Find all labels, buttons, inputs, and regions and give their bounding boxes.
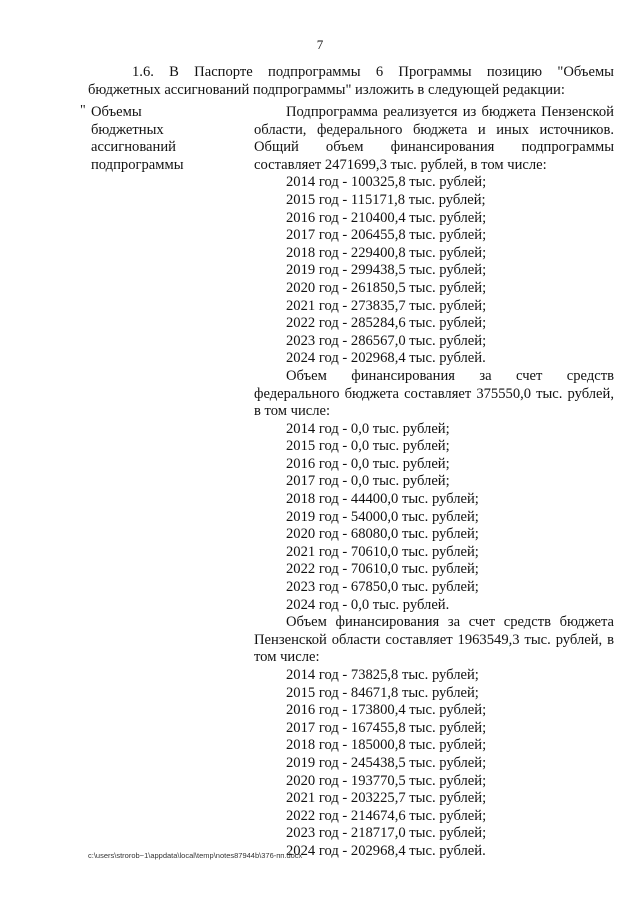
year-amount-item: 2014 год - 100325,8 тыс. рублей; [286, 174, 487, 191]
year-amount-item: 2022 год - 214674,6 тыс. рублей; [286, 807, 487, 824]
year-amount-item: 2018 год - 44400,0 тыс. рублей; [286, 491, 479, 508]
federal-financing-paragraph: Объем финансирования за счет средств федерального бюджета составляет 375550,0 тыс. рублей, в том числе: [254, 367, 614, 420]
year-amount-item: 2022 год - 70610,0 тыс. рублей; [286, 561, 479, 578]
year-amount-item: 2020 год - 261850,5 тыс. рублей; [286, 279, 487, 296]
year-amount-item: 2023 год - 286567,0 тыс. рублей; [286, 332, 487, 349]
federal-financing-years [254, 421, 614, 615]
year-amount-item: 2024 год - 202968,4 тыс. рублей. [286, 350, 486, 367]
year-amount-item: 2023 год - 67850,0 тыс. рублей; [286, 579, 479, 596]
year-amount-item: 2018 год - 229400,8 тыс. рублей; [286, 244, 487, 261]
year-amount-item: 2016 год - 173800,4 тыс. рублей; [286, 702, 487, 719]
year-amount-item: 2019 год - 299438,5 тыс. рублей; [286, 262, 487, 279]
year-amount-item: 2021 год - 203225,7 тыс. рублей; [286, 790, 487, 807]
year-amount-item: 2017 год - 206455,8 тыс. рублей; [286, 227, 487, 244]
position-label-line: ассигнований [91, 139, 176, 156]
financing-description [254, 104, 614, 861]
year-amount-item: 2015 год - 115171,8 тыс. рублей; [286, 191, 486, 208]
file-path-footer: c:\users\strorob~1\appdata\local\temp\notes87944b\376-пп.docx [88, 851, 303, 860]
year-amount-item: 2019 год - 245438,5 тыс. рублей; [286, 754, 487, 771]
position-label [91, 104, 231, 174]
year-amount-item: 2017 год - 0,0 тыс. рублей; [286, 473, 450, 490]
year-amount-item: 2014 год - 0,0 тыс. рублей; [286, 420, 450, 437]
position-label-line: Объемы [91, 104, 142, 120]
regional-financing-paragraph: Объем финансирования за счет средств бюджета Пензенской области составляет 1963549,3 тыс. рублей, в том числе: [254, 614, 614, 666]
total-financing-paragraph: Подпрограмма реализуется из бюджета Пензенской области, федерального бюджета и иных источников. Общий объем финансирования подпрограммы составляет 2471699,3 тыс. рублей, в том числе: [254, 104, 614, 173]
year-amount-item: 2014 год - 73825,8 тыс. рублей; [286, 667, 479, 683]
year-amount-item: 2023 год - 218717,0 тыс. рублей; [286, 825, 487, 842]
year-amount-item: 2017 год - 167455,8 тыс. рублей; [286, 719, 487, 736]
total-financing-years [254, 174, 614, 368]
year-amount-item: 2018 год - 185000,8 тыс. рублей; [286, 737, 487, 754]
year-amount-item: 2019 год - 54000,0 тыс. рублей; [286, 508, 479, 525]
year-amount-item: 2024 год - 202968,4 тыс. рублей. [286, 842, 486, 859]
position-label-line: подпрограммы [91, 156, 184, 173]
year-amount-item: 2020 год - 68080,0 тыс. рублей; [286, 526, 479, 543]
page-number: 7 [316, 37, 324, 52]
amendment-intro-line-1: 1.6. В Паспорте подпрограммы 6 Программы позицию "Объемы [132, 64, 614, 80]
opening-quote-mark: " [80, 103, 86, 118]
year-amount-item: 2021 год - 70610,0 тыс. рублей; [286, 543, 479, 560]
year-amount-item: 2022 год - 285284,6 тыс. рублей; [286, 315, 487, 332]
year-amount-item: 2015 год - 0,0 тыс. рублей; [286, 438, 450, 455]
position-label-line: бюджетных [91, 121, 164, 138]
amendment-intro-line-2: бюджетных ассигнований подпрограммы" изложить в следующей редакции: [88, 81, 565, 98]
regional-financing-years [254, 667, 614, 861]
year-amount-item: 2024 год - 0,0 тыс. рублей. [286, 596, 450, 613]
year-amount-item: 2015 год - 84671,8 тыс. рублей; [286, 684, 479, 701]
year-amount-item: 2016 год - 210400,4 тыс. рублей; [286, 209, 487, 226]
amendment-intro [88, 64, 614, 99]
year-amount-item: 2021 год - 273835,7 тыс. рублей; [286, 297, 487, 314]
year-amount-item: 2016 год - 0,0 тыс. рублей; [286, 455, 450, 472]
year-amount-item: 2020 год - 193770,5 тыс. рублей; [286, 772, 487, 789]
